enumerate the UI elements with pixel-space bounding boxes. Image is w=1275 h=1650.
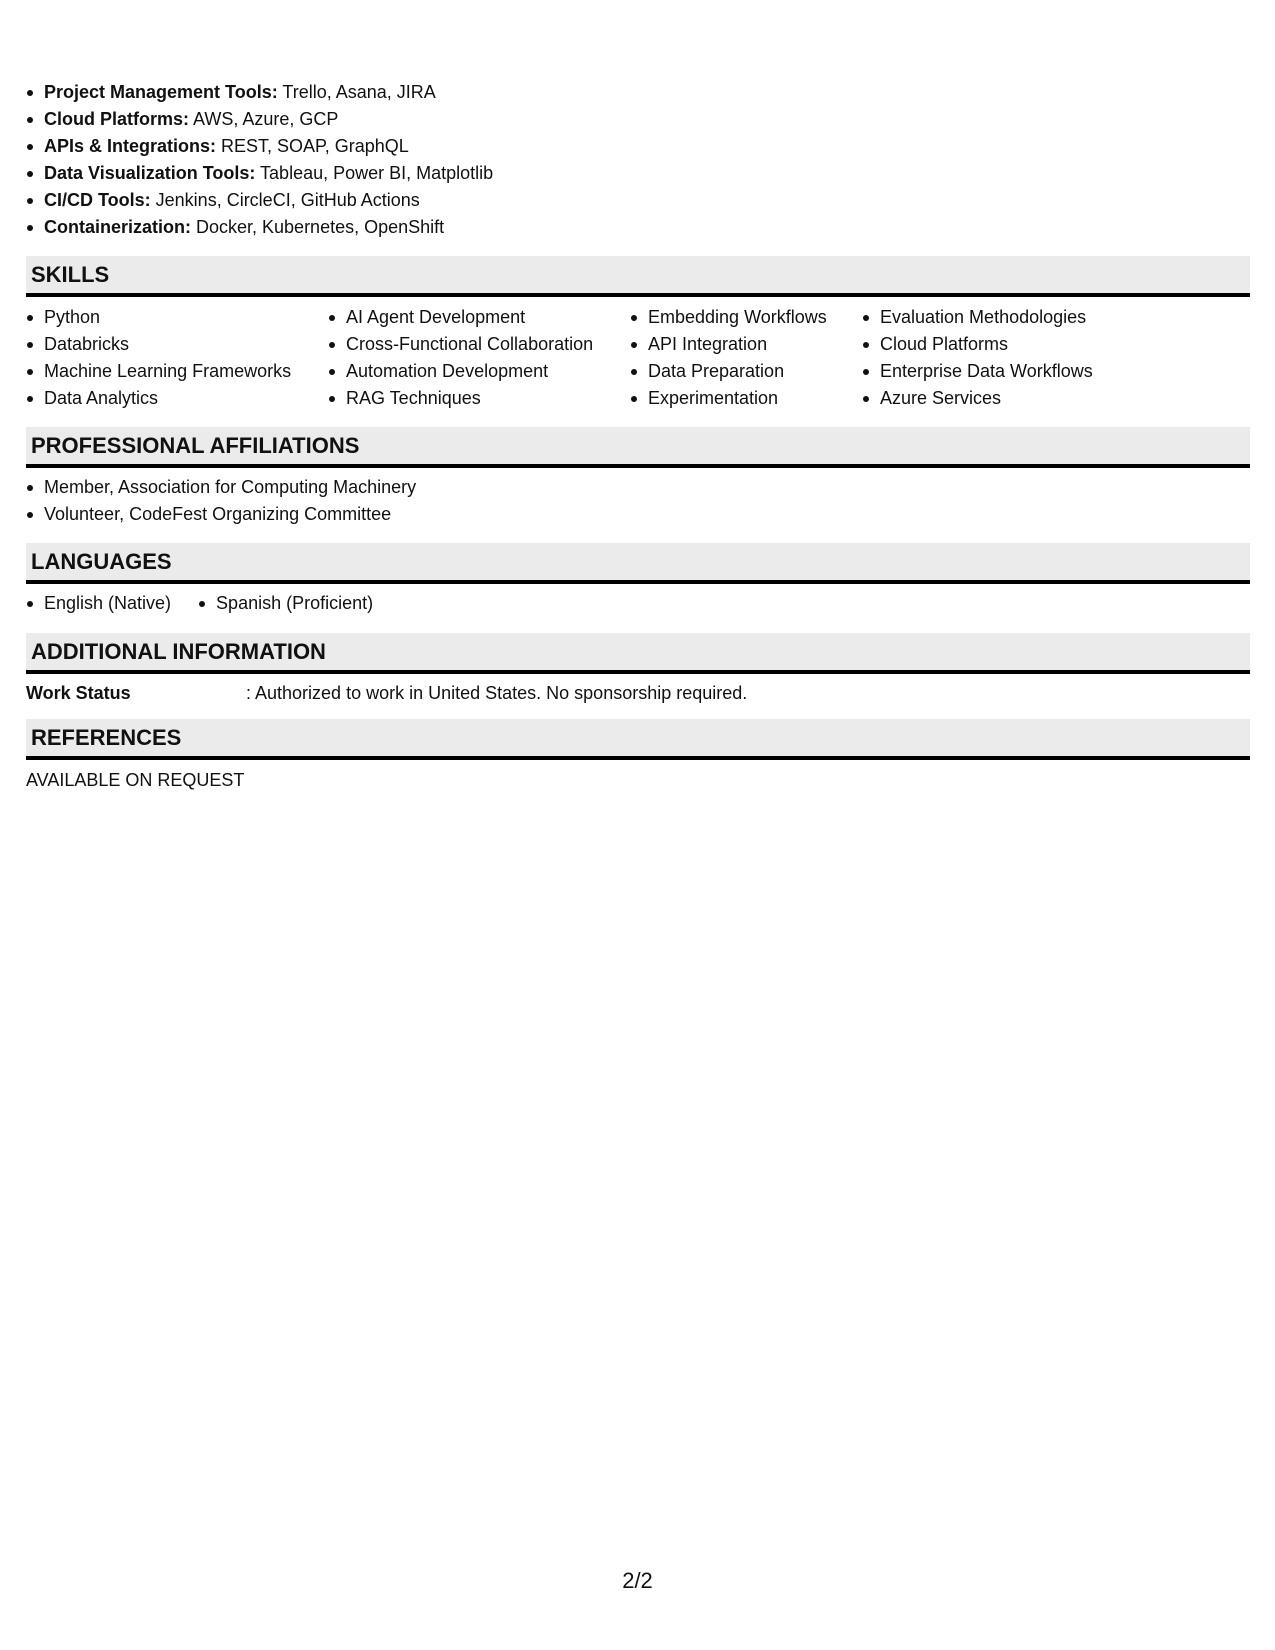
skill-item: Azure Services bbox=[862, 385, 1093, 412]
section-title: LANGUAGES bbox=[31, 549, 172, 574]
skill-item: Python bbox=[26, 304, 291, 331]
tool-label: Data Visualization Tools: bbox=[44, 163, 256, 183]
skill-item: Cloud Platforms bbox=[862, 331, 1093, 358]
page-number: 2/2 bbox=[622, 1568, 653, 1593]
affiliation-item: Member, Association for Computing Machinery bbox=[26, 474, 416, 501]
skill-item: Data Analytics bbox=[26, 385, 291, 412]
skills-grid bbox=[26, 304, 1250, 414]
skills-column bbox=[862, 304, 1093, 412]
skill-item: Experimentation bbox=[630, 385, 827, 412]
tool-label: Cloud Platforms: bbox=[44, 109, 190, 129]
work-status-value: : Authorized to work in United States. No sponsorship required. bbox=[246, 683, 748, 703]
section-title: SKILLS bbox=[31, 262, 110, 287]
tools-list bbox=[26, 79, 493, 241]
tool-value: REST, SOAP, GraphQL bbox=[216, 136, 409, 156]
affiliations-list bbox=[26, 474, 416, 528]
tool-value: Trello, Asana, JIRA bbox=[277, 82, 436, 102]
languages-list bbox=[26, 590, 400, 617]
tool-item-containerization bbox=[26, 214, 493, 241]
tool-item-project-management bbox=[26, 79, 493, 106]
tool-value: AWS, Azure, GCP bbox=[189, 109, 339, 129]
skill-item: Data Preparation bbox=[630, 358, 827, 385]
tool-label: CI/CD Tools: bbox=[44, 190, 151, 210]
language-item: Spanish (Proficient) bbox=[198, 590, 373, 617]
skills-column bbox=[328, 304, 593, 412]
affiliation-item: Volunteer, CodeFest Organizing Committee bbox=[26, 501, 416, 528]
references-section-header bbox=[26, 719, 1250, 760]
skill-item: Evaluation Methodologies bbox=[862, 304, 1093, 331]
skill-item: Embedding Workflows bbox=[630, 304, 827, 331]
tool-item-data-visualization bbox=[26, 160, 493, 187]
references-text: AVAILABLE ON REQUEST bbox=[26, 770, 245, 790]
languages-section-header bbox=[26, 543, 1250, 584]
tool-label: Containerization: bbox=[44, 217, 191, 237]
skill-item: Automation Development bbox=[328, 358, 593, 385]
affiliations-section-header bbox=[26, 427, 1250, 468]
tool-item-cicd bbox=[26, 187, 493, 214]
skill-item: Machine Learning Frameworks bbox=[26, 358, 291, 385]
additional-info-section-header bbox=[26, 633, 1250, 674]
section-title: REFERENCES bbox=[31, 725, 182, 750]
skills-column bbox=[630, 304, 827, 412]
tool-item-cloud-platforms bbox=[26, 106, 493, 133]
tool-value: Docker, Kubernetes, OpenShift bbox=[191, 217, 445, 237]
tool-value: Tableau, Power BI, Matplotlib bbox=[255, 163, 494, 183]
skill-item: AI Agent Development bbox=[328, 304, 593, 331]
skill-item: Databricks bbox=[26, 331, 291, 358]
work-status-label: Work Status bbox=[26, 683, 131, 703]
tool-label: APIs & Integrations: bbox=[44, 136, 217, 156]
section-title: ADDITIONAL INFORMATION bbox=[31, 639, 326, 664]
skill-item: Enterprise Data Workflows bbox=[862, 358, 1093, 385]
skill-item: Cross-Functional Collaboration bbox=[328, 331, 593, 358]
tool-item-apis bbox=[26, 133, 493, 160]
work-status-row bbox=[26, 680, 1250, 706]
tool-label: Project Management Tools: bbox=[44, 82, 278, 102]
skill-item: RAG Techniques bbox=[328, 385, 593, 412]
skills-column bbox=[26, 304, 291, 412]
language-item: English (Native) bbox=[26, 590, 171, 617]
skills-section-header bbox=[26, 256, 1250, 297]
tool-value: Jenkins, CircleCI, GitHub Actions bbox=[150, 190, 420, 210]
skill-item: API Integration bbox=[630, 331, 827, 358]
section-title: PROFESSIONAL AFFILIATIONS bbox=[31, 433, 360, 458]
